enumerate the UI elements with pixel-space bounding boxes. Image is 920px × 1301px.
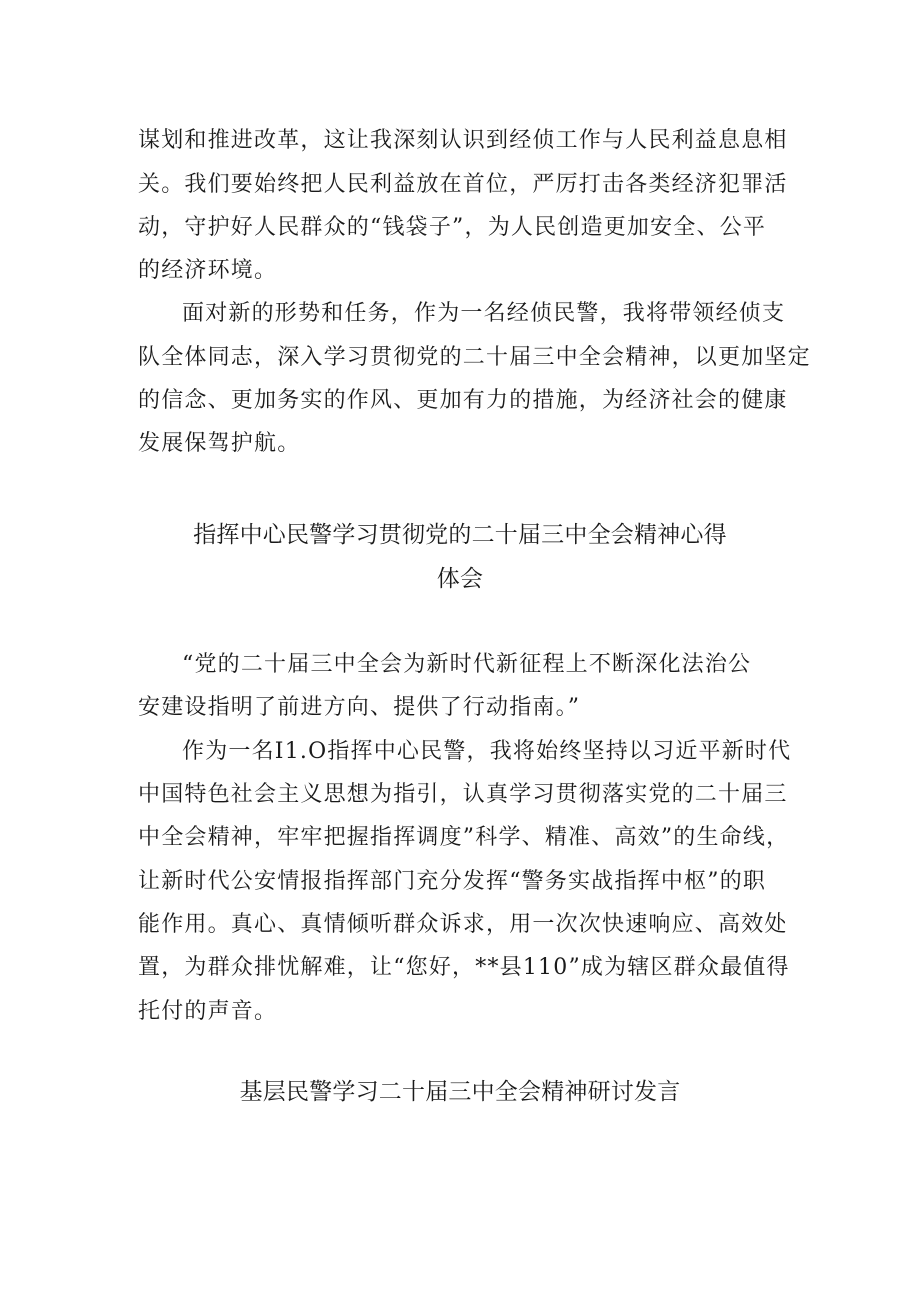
paragraph-line: 中国特色社会主义思想为指引，认真学习贯彻落实党的二十届三 [138, 782, 788, 807]
paragraph-line: 面对新的形势和任务，作为一名经侦民警，我将带领经侦支 [182, 301, 786, 326]
paragraph-line: 关。我们要始终把人民利益放在首位，严厉打击各类经济犯罪活 [138, 172, 788, 197]
section-heading: 指挥中心民警学习贯彻党的二十届三中全会精神心得 [193, 522, 727, 548]
section-heading: 基层民警学习二十届三中全会精神研讨发言 [239, 1079, 681, 1105]
paragraph-line: 发展保驾护航。 [138, 431, 301, 456]
paragraph-line: 的经济环境。 [138, 258, 278, 283]
paragraph-line: 置，为群众排忧解难，让“您好，**县110”成为辖区群众最值得 [138, 955, 790, 980]
paragraph-line: 让新时代公安情报指挥部门充分发挥“警务实战指挥中枢”的职 [138, 869, 767, 894]
paragraph-line: 能作用。真心、真情倾听群众诉求，用一次次快速响应、高效处 [138, 912, 788, 937]
paragraph-line: 动，守护好人民群众的“钱袋子”，为人民创造更加安全、公平 [138, 215, 767, 240]
paragraph-line: 谋划和推进改革，这让我深刻认识到经侦工作与人民利益息息相 [138, 128, 788, 153]
paragraph-line: 中全会精神，牢牢把握指挥调度”科学、精准、高效”的生命线， [138, 825, 790, 850]
section-heading-continuation: 体会 [436, 566, 484, 592]
paragraph-line: 托付的声音。 [138, 999, 278, 1024]
quote-line: 安建设指明了前进方向、提供了行动指南。” [138, 695, 581, 720]
paragraph-line: 队全体同志，深入学习贯彻党的二十届三中全会精神，以更加坚定 [138, 345, 811, 370]
quote-line: “党的二十届三中全会为新时代新征程上不断深化法治公 [182, 652, 752, 677]
paragraph-line: 的信念、更加务实的作风、更加有力的措施，为经济社会的健康 [138, 388, 788, 413]
paragraph-line: 作为一名I1.O指挥中心民警，我将始终坚持以习近平新时代 [182, 739, 792, 764]
